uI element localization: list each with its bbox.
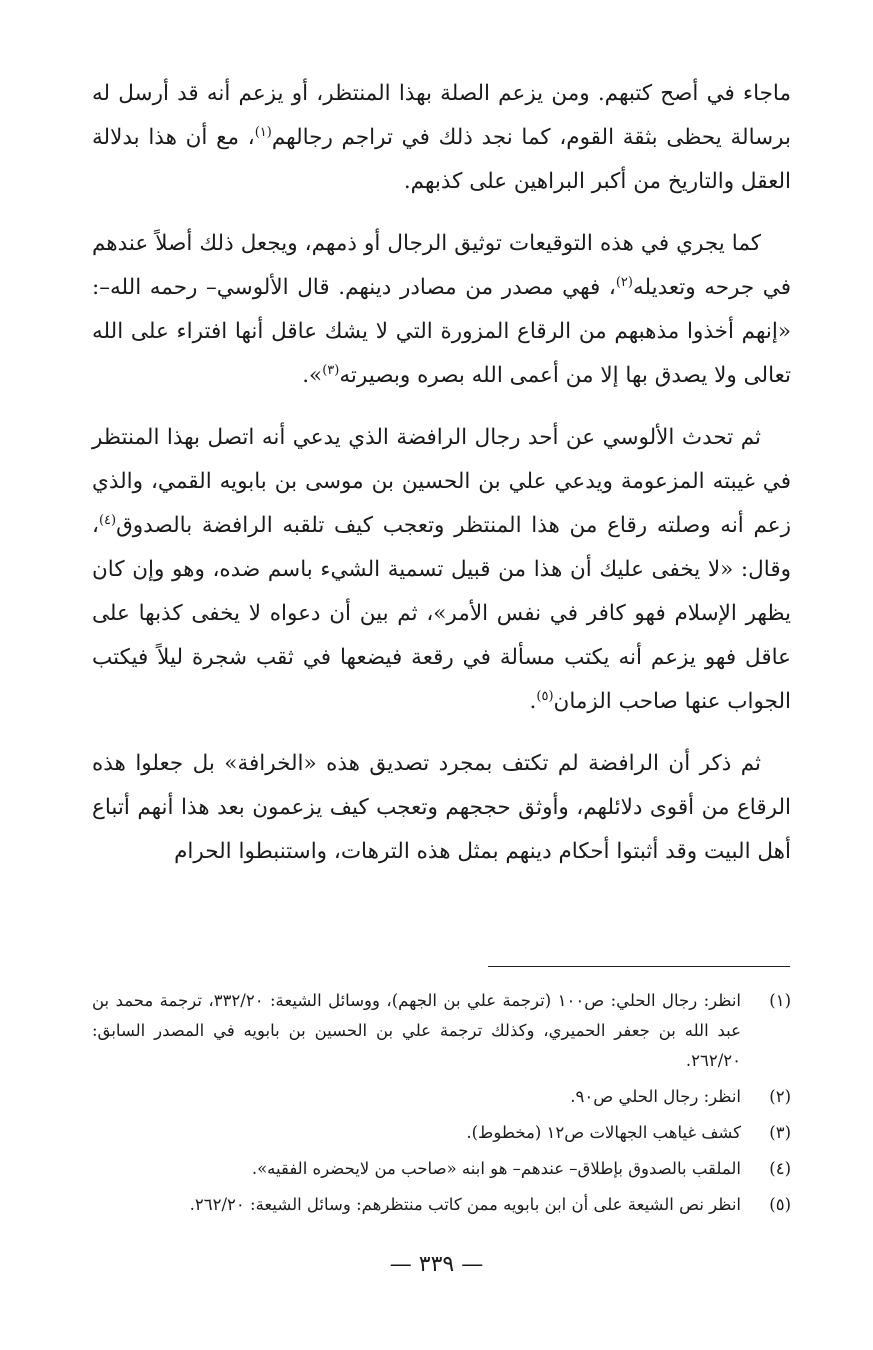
footnotes [92, 986, 791, 1226]
paragraph-3 [92, 416, 791, 724]
footnote-number: (٥) [769, 1195, 791, 1214]
paragraph-3-text-a: ثم تحدث الألوسي عن أحد رجال الرافضة الذي يدعي أنه اتصل بهذا المنتظر في غيبته المزعومة ويدعي علي بن الحسين بن موسى بن بابويه القمي، والذي زعم أنه وصلته رقاع من هذا المنتظر وتعجب كيف تلقبه الرافضة بالصدوق [92, 425, 791, 538]
footnote-ref-3: (٣) [322, 362, 340, 378]
paragraph-2-text-b: ، فهي مصدر من مصادر دينهم. قال الألوسي– رحمه الله–: «إنهم أخذوا مذهبهم من الرقاع المزورة التي لا يشك عاقل أنها افتراء على الله تعالى ولا يصدق بها إلا من أعمى الله بصره وبصيرته [92, 275, 791, 388]
footnote-1 [92, 986, 791, 1076]
paragraph-2-text-c: ». [302, 363, 323, 388]
footnote-ref-1: (١) [254, 124, 272, 140]
paragraph-1 [92, 72, 791, 204]
footnote-text: الملقب بالصدوق بإطلاق– عندهم– هو ابنه «صاحب من لايحضره الفقيه». [251, 1159, 741, 1178]
page-number: — ٣٣٩ — [389, 1252, 484, 1277]
footnote-text: كشف غياهب الجهالات ص١٢ (مخطوط). [466, 1123, 741, 1142]
paragraph-1-text-b: ، مع أن هذا بدلالة العقل والتاريخ من أكبر البراهين على كذبهم. [92, 125, 791, 194]
footnote-number: (١) [769, 991, 791, 1010]
footnote-number: (٤) [769, 1159, 791, 1178]
paragraph-3-text-b: ، وقال: «لا يخفى عليك أن هذا من قبيل تسمية الشيء باسم ضده، وهو وإن كان يظهر الإسلام فهو كافر في نفس الأمر»، ثم بين أن دعواه لا يخفى كذبها على عاقل فهو يزعم أنه يكتب مسألة في رقعة فيضعها في ثقب شجرة ليلاً فيكتب الجواب عنها صاحب الزمان [92, 513, 791, 714]
footnote-2 [92, 1082, 791, 1112]
footnote-5 [92, 1190, 791, 1220]
paragraph-4 [92, 742, 791, 874]
footnote-ref-5: (٥) [536, 688, 554, 704]
footnote-text: انظر: رجال الحلي ص٩٠. [570, 1087, 741, 1106]
footnote-separator [488, 966, 790, 967]
footnote-4 [92, 1154, 791, 1184]
footnote-text: انظر: رجال الحلي: ص١٠٠ (ترجمة علي بن الجهم)، ووسائل الشيعة: ٣٣٢/٢٠، ترجمة محمد بن عبد الله بن جعفر الحميري، وكذلك ترجمة علي بن الحسين بن بابويه في المصدر السابق: ٢٦٢/٢٠. [92, 991, 741, 1070]
footnote-ref-2: (٢) [615, 274, 633, 290]
paragraph-2-text-a: كما يجري في هذه التوقيعات توثيق الرجال أو ذمهم، ويجعل ذلك أصلاً عندهم في جرحه وتعديله [92, 231, 791, 300]
footnote-text: انظر نص الشيعة على أن ابن بابويه ممن كاتب منتظرهم: وسائل الشيعة: ٢٦٢/٢٠. [189, 1195, 741, 1214]
footnote-number: (٢) [769, 1087, 791, 1106]
paragraph-1-text-a: ماجاء في أصح كتبهم. ومن يزعم الصلة بهذا المنتظر، أو يزعم أنه قد أرسل له برسالة يحظى بثقة القوم، كما نجد ذلك في تراجم رجالهم [92, 81, 791, 150]
main-text [92, 72, 791, 892]
paragraph-2 [92, 222, 791, 398]
footnote-ref-4: (٤) [98, 512, 117, 528]
footnote-number: (٣) [769, 1123, 791, 1142]
paragraph-4-text: ثم ذكر أن الرافضة لم تكتف بمجرد تصديق هذه «الخرافة» بل جعلوا هذه الرقاع من أقوى دلائلهم، وأوثق حججهم وتعجب كيف يزعمون بعد هذا أنهم أتباع أهل البيت وقد أثبتوا أحكام دينهم بمثل هذه الترهات، واستنبطوا الحرام [92, 751, 791, 864]
paragraph-3-text-c: . [529, 689, 537, 714]
footnote-3 [92, 1118, 791, 1148]
